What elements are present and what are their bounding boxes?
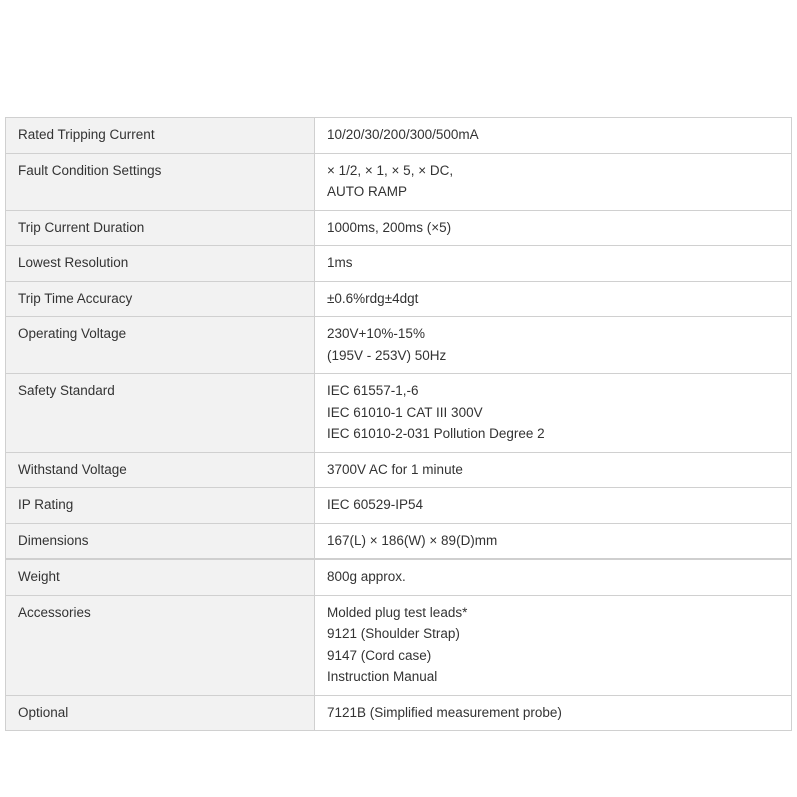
spec-label: Operating Voltage: [6, 317, 315, 374]
spec-label: Fault Condition Settings: [6, 153, 315, 210]
spec-row-rated-tripping-current: [6, 118, 792, 154]
spec-label: Trip Time Accuracy: [6, 281, 315, 317]
spec-value: [315, 374, 792, 453]
spec-row-optional: [6, 695, 792, 731]
spec-value-line: 3700V AC for 1 minute: [327, 461, 463, 477]
spec-label: Lowest Resolution: [6, 246, 315, 282]
spec-row-weight: [6, 559, 792, 595]
spec-value-line: 1000ms, 200ms (×5): [327, 219, 452, 235]
spec-row-lowest-resolution: [6, 246, 792, 282]
spec-value-line: (195V - 253V) 50Hz: [327, 347, 447, 363]
spec-row-ip-rating: [6, 488, 792, 524]
spec-value: [315, 246, 792, 282]
spec-value-line: 7121B (Simplified measurement probe): [327, 704, 562, 720]
spec-row-accessories: [6, 595, 792, 695]
spec-value: [315, 488, 792, 524]
spec-row-trip-current-duration: [6, 210, 792, 246]
spec-value-line: IEC 61010-1 CAT III 300V: [327, 404, 483, 420]
spec-value: [315, 595, 792, 695]
spec-value-line: 800g approx.: [327, 569, 406, 584]
spec-value: [315, 118, 792, 154]
spec-value-line: Molded plug test leads*: [327, 604, 468, 620]
spec-value-line: IEC 61010-2-031 Pollution Degree 2: [327, 426, 545, 441]
spec-value: [315, 523, 792, 559]
spec-value: [315, 559, 792, 595]
spec-row-fault-condition-settings: [6, 153, 792, 210]
spec-value-line: 9147 (Cord case): [327, 647, 432, 663]
spec-value-line: AUTO RAMP: [327, 184, 408, 199]
spec-value: [315, 452, 792, 488]
spec-label: Withstand Voltage: [6, 452, 315, 488]
spec-value: [315, 210, 792, 246]
spec-value: [315, 281, 792, 317]
spec-value-line: 167(L) × 186(W) × 89(D)mm: [327, 532, 498, 548]
spec-value-line: Instruction Manual: [327, 669, 438, 684]
spec-value-line: IEC 61557-1,-6: [327, 383, 419, 398]
spec-row-safety-standard: [6, 374, 792, 453]
spec-row-withstand-voltage: [6, 452, 792, 488]
specifications-table: [5, 117, 792, 731]
spec-label: Rated Tripping Current: [6, 118, 315, 154]
spec-row-operating-voltage: [6, 317, 792, 374]
spec-label: Optional: [6, 695, 315, 731]
spec-value-line: ±0.6%rdg±4dgt: [327, 290, 419, 306]
spec-value-line: 9121 (Shoulder Strap): [327, 626, 460, 641]
spec-label: Dimensions: [6, 523, 315, 559]
spec-value-line: 230V+10%-15%: [327, 326, 425, 341]
spec-label: Accessories: [6, 595, 315, 695]
spec-row-dimensions: [6, 523, 792, 559]
spec-value: [315, 153, 792, 210]
spec-label: Weight: [6, 559, 315, 595]
spec-row-trip-time-accuracy: [6, 281, 792, 317]
spec-label: Trip Current Duration: [6, 210, 315, 246]
spec-value-line: × 1/2, × 1, × 5, × DC,: [327, 162, 454, 178]
spec-value-line: 1ms: [327, 255, 353, 270]
spec-value-line: IEC 60529-IP54: [327, 497, 424, 512]
spec-label: Safety Standard: [6, 374, 315, 453]
spec-value: [315, 317, 792, 374]
spec-value-line: 10/20/30/200/300/500mA: [327, 127, 479, 142]
spec-value: [315, 695, 792, 731]
spec-label: IP Rating: [6, 488, 315, 524]
